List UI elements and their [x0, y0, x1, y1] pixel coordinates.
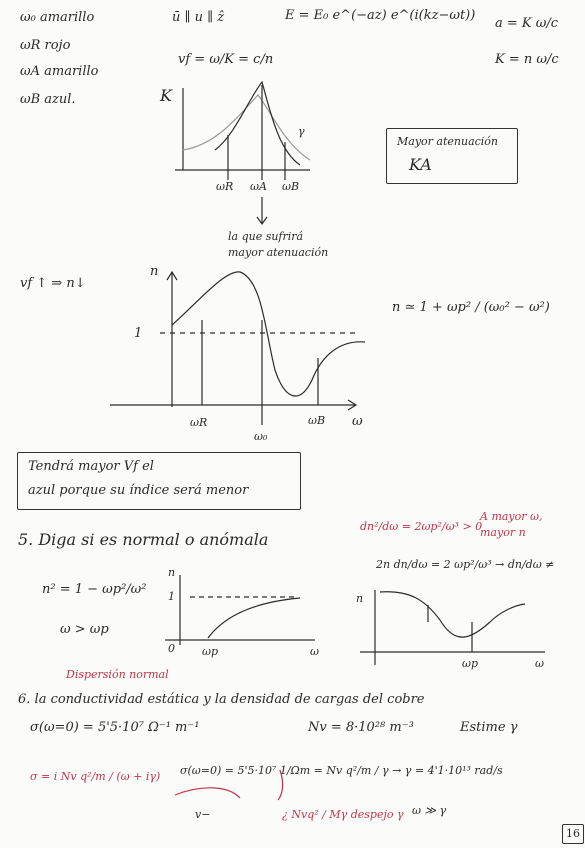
- q5-one: 1: [168, 590, 175, 603]
- attenuation-note-1: la que sufrirá: [228, 230, 304, 243]
- page-number: 16: [566, 827, 580, 840]
- q6-w-condition: ω ≫ γ: [412, 804, 447, 817]
- q5r-note1: A mayor ω,: [480, 510, 543, 523]
- attenuation-box-line2: KA: [409, 155, 432, 174]
- q5-wp: ωp: [202, 645, 219, 658]
- header-wr: ωR rojo: [20, 38, 71, 53]
- q5r-w: ω: [535, 657, 544, 670]
- header-w0: ω₀ amarillo: [20, 10, 95, 25]
- q5r-curve: [380, 592, 525, 637]
- q5-curve: [208, 598, 300, 638]
- q6-estime: Estime γ: [460, 720, 518, 735]
- parallel-formula: ū ∥ u ∥ ẑ: [172, 10, 225, 25]
- q6-red-note: ¿ Nvq² / Mγ despejo γ: [282, 808, 404, 821]
- graph2-xlabel: ω: [352, 414, 363, 429]
- conclusion-box: [17, 452, 301, 510]
- dispersion-normal-caption: Dispersión normal: [66, 668, 169, 681]
- graph1-ylabel: K: [160, 86, 172, 105]
- q6-calc: σ(ω=0) = 5'5·10⁷ 1/Ωm = Nv q²/m / γ → γ = 4'1·10¹³ rad/s: [180, 764, 503, 777]
- q5r-note2: mayor n: [480, 526, 526, 539]
- graph1-gray-curve: [183, 95, 310, 160]
- q6-sigma: σ(ω=0) = 5'5·10⁷ Ω⁻¹ m⁻¹: [30, 720, 200, 735]
- attenuation-note-2: mayor atenuación: [228, 246, 329, 259]
- q5r-axis-n: n: [356, 592, 364, 605]
- q6-nv: Nv = 8·10²⁸ m⁻³: [308, 720, 414, 735]
- q5-condition: ω > ωp: [60, 622, 109, 637]
- q5-title: 5. Diga si es normal o anómala: [18, 530, 269, 549]
- q5-n2-formula: n² = 1 − ωp²/ω²: [42, 582, 147, 597]
- q6-sigma-formula: σ = i Nv q²/m / (ω + iγ): [30, 770, 161, 783]
- graph2-tick-wr-label: ωR: [190, 416, 208, 429]
- page-number-box: [562, 824, 584, 844]
- graph2-w0-label: ω₀: [254, 430, 268, 443]
- attenuation-box-line1: Mayor atenuación: [397, 135, 499, 148]
- graph2-curve: [172, 272, 365, 396]
- q5-axis-n: n: [168, 566, 176, 579]
- header-wb: ωB azul.: [20, 92, 76, 107]
- graph2-ylabel: n: [150, 264, 159, 279]
- attenuation-box: [386, 128, 518, 184]
- n-formula: n ≃ 1 + ωp² / (ω₀² − ω²): [392, 300, 550, 315]
- q6-v-label: v−: [195, 808, 211, 821]
- header-wa: ωA amarillo: [20, 64, 99, 79]
- graph1-tick-wr-label: ωR: [216, 180, 234, 193]
- q5-w: ω: [310, 645, 319, 658]
- q6-title: 6. la conductividad estática y la densidad de cargas del cobre: [18, 692, 425, 707]
- dn-derivative: dn²/dω = 2ωp²/ω³ > 0: [360, 520, 483, 533]
- conclusion-line1: Tendrá mayor Vf el: [28, 459, 154, 474]
- vf-n-relation: vf ↑ ⇒ n↓: [20, 276, 86, 291]
- q5r-second-eq: 2n dn/dω = 2 ωp²/ω³ → dn/dω ≠: [376, 558, 555, 571]
- a-formula: a = K ω/c: [495, 16, 559, 31]
- field-formula: E = E₀ e^(−az) e^(i(kz−ωt)): [285, 8, 476, 23]
- conclusion-line2: azul porque su índice será menor: [28, 483, 249, 498]
- q5-origin: 0: [168, 642, 175, 655]
- graph1-tick-wa-label: ωA: [250, 180, 267, 193]
- graph2-tick-wb-label: ωB: [308, 414, 326, 427]
- q5r-wp: ωp: [462, 657, 479, 670]
- vf-formula: vf = ω/K = c/n: [178, 52, 274, 67]
- graph1-gamma: γ: [298, 125, 305, 138]
- k-formula: K = n ω/c: [495, 52, 559, 67]
- graph1-tick-wb-label: ωB: [282, 180, 300, 193]
- graph2-one-label: 1: [134, 326, 143, 341]
